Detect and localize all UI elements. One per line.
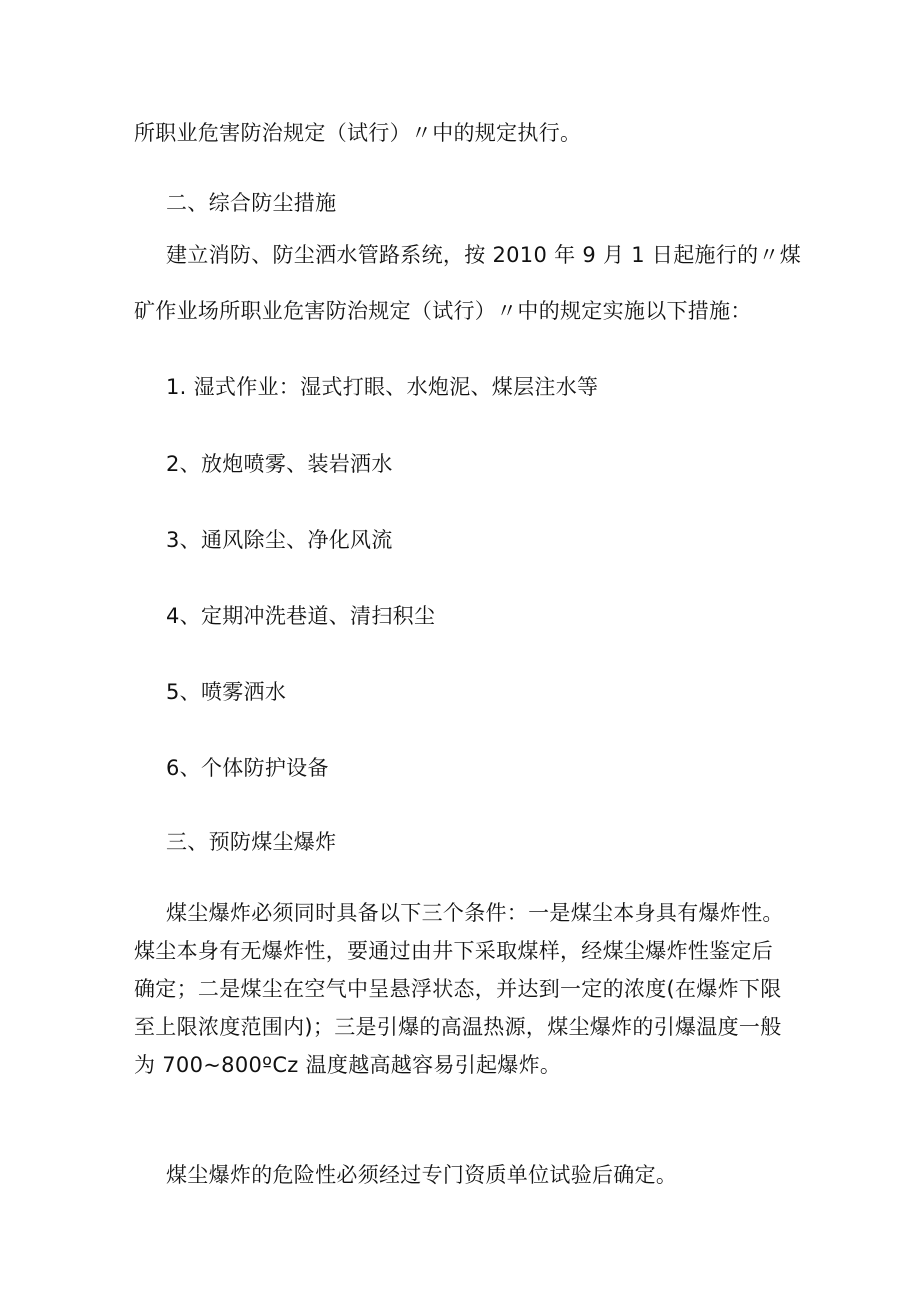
section-heading: 三、预防煤尘爆炸 <box>166 830 337 854</box>
list-item: 6、个体防护设备 <box>166 756 329 780</box>
paragraph-line: 煤尘本身有无爆炸性，要通过由井下采取煤样，经煤尘爆炸性鉴定后 <box>134 939 773 963</box>
paragraph-line: 煤尘爆炸的危险性必须经过专门资质单位试验后确定。 <box>166 1163 678 1187</box>
list-item: 1. 湿式作业：湿式打眼、水炮泥、煤层注水等 <box>166 375 599 399</box>
list-item: 2、放炮喷雾、装岩洒水 <box>166 452 393 476</box>
list-item: 4、定期冲洗巷道、清扫积尘 <box>166 604 436 628</box>
list-item: 3、通风除尘、净化风流 <box>166 528 393 552</box>
paragraph-line: 煤尘爆炸必须同时具备以下三个条件：一是煤尘本身具有爆炸性。 <box>166 901 784 925</box>
list-item: 5、喷雾洒水 <box>166 680 287 704</box>
section-heading: 二、综合防尘措施 <box>166 191 337 215</box>
paragraph-line: 为 700~800ºCz 温度越高越容易引起爆炸。 <box>134 1053 562 1077</box>
paragraph-line: 矿作业场所职业危害防治规定（试行）〃中的规定实施以下措施： <box>134 299 752 323</box>
paragraph-line: 确定；二是煤尘在空气中呈悬浮状态，并达到一定的浓度(在爆炸下限 <box>134 977 782 1001</box>
paragraph-line: 所职业危害防治规定（试行）〃中的规定执行。 <box>134 121 582 145</box>
paragraph-line: 建立消防、防尘洒水管路系统，按 2010 年 9 月 1 日起施行的〃煤 <box>166 243 802 267</box>
paragraph-line: 至上限浓度范围内)；三是引爆的高温热源，煤尘爆炸的引爆温度一般 <box>134 1015 782 1039</box>
